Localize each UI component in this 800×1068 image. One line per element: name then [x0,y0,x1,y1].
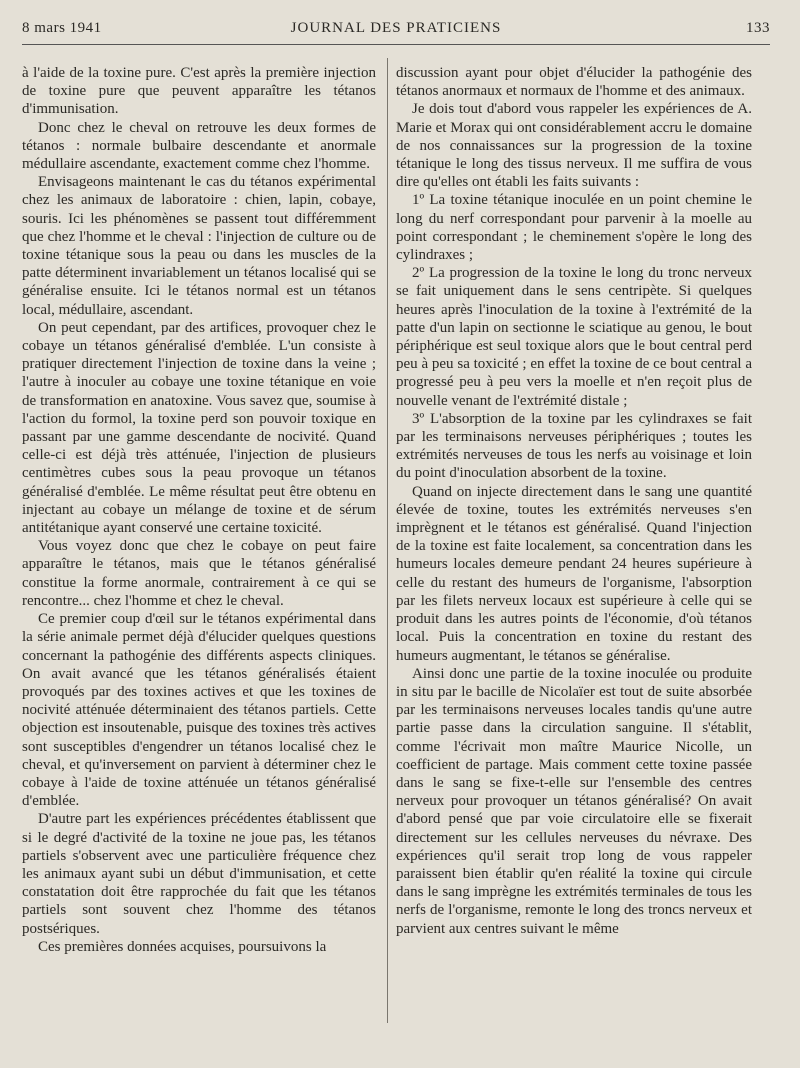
paragraph: 1º La toxine tétanique inoculée en un point chemine le long du nerf correspondant pour parvenir à la moelle au point correspondant ; le cheminement s'opère le long des cylindraxes ; [396,192,752,264]
paragraph: D'autre part les expériences précédentes établissent que si le degré d'activité de la toxine ne joue pas, les tétanos partiels s'observent avec une particulière fréquence chez les animaux ayant subi un début d'immunisation, et cette constatation doit être rapprochée du fait que les tétanos partiels sont souvent chez l'homme des tétanos postsériques. [22,811,376,937]
paragraph: Ces premières données acquises, poursuivons la [38,938,327,955]
column-divider [387,58,388,1023]
paragraph: 2º La progression de la toxine le long du tronc nerveux se fait uniquement dans le sens centripète. Si quelques heures après l'inoculation de la toxine à l'extrémité de la patte d'un lapin on sectionne le sciatique au genou, le bout périphérique est seul toxique alors que le bout central perd peu à peu sa toxicité ; en effet la toxine de ce bout central a progressé peu à peu vers la moelle et n'en reçoit plus de nouvelle venant de l'extrémité distale ; [396,265,752,409]
header-page-number: 133 [746,20,770,36]
paragraph: Donc chez le cheval on retrouve les deux formes de tétanos : normale bulbaire descendante et anormale médullaire ascendante, exactement comme chez l'homme. [22,119,376,173]
paragraph: Je dois tout d'abord vous rappeler les expériences de A. Marie et Morax qui ont considérablement accru le domaine de nos connaissances sur la progression de la toxine tétanique le long des tissus nerveux. Il me suffira de vous dire qu'elles ont établi les faits suivants : [396,101,752,191]
paragraph: Vous voyez donc que chez le cobaye on peut faire apparaître le tétanos, mais que le tétanos généralisé constitue la forme anormale, contrairement à ce qui se rencontre... chez l'homme et chez le cheval. [22,538,376,609]
left-column [22,64,376,956]
paragraph: Ainsi donc une partie de la toxine inoculée ou produite in situ par le bacille de Nicolaïer est tout de suite absorbée par les terminaisons nerveuses locales tandis qu'une autre partie passe dans la circulation sanguine. Il s'établit, comme l'écrivait mon maître Maurice Nicolle, un coefficient de partage. Mais comment cette toxine passée dans le sang se fixe-t-elle sur l'ensemble des centres nerveux pour provoquer un tétanos généralisé? On avait d'abord pensé que par voie circulatoire elle se fixerait directement sur les cellules nerveuses du névraxe. Des expériences qu'il serait trop long de vous rappeler paraissent bien établir qu'en réalité la toxine qui circule dans le sang imprègne les extrémités terminales de tous les nerfs de l'organisme, remonte le long des troncs nerveux et parvient aux centres suivant le même [396,665,752,937]
paragraph: 3º L'absorption de la toxine par les cylindraxes se fait par les terminaisons nerveuses périphériques ; toutes les extrémités nerveuses de tous les nerfs au voisinage et loin du point d'inoculation absorbent de la toxine. [396,410,752,482]
paragraph: On peut cependant, par des artifices, provoquer chez le cobaye un tétanos généralisé d'emblée. L'un consiste à pratiquer directement l'injection de toxine dans la veine ; l'autre à inoculer au cobaye une toxine tétanique en voie de transformation en anatoxine. Vous savez que, soumise à l'action du formol, la toxine perd son pouvoir toxique en passant par une gamme descendante de nocivité. Quand celle-ci est déjà très atténuée, l'injection de plusieurs centimètres cubes sous la peau provoque un tétanos généralisé d'emblée. Le même résultat peut être obtenu en injectant au cobaye un mélange de toxine et de sérum antitétanique ayant conservé une certaine toxicité. [22,319,376,537]
paragraph: Quand on injecte directement dans le sang une quantité élevée de toxine, toutes les extrémités nerveuses s'en imprègnent et le tétanos est généralisé. Quand l'injection de la toxine est faite localement, sa concentration dans les humeurs locales demeure pendant 24 heures supérieure à celle du restant des humeurs de l'organisme, l'absorption par les filets nerveux locaux est supérieure à celle qui se produit dans les autres points de l'économie, d'où tétanos local. Puis la concentration en toxine du restant des humeurs augmentant, le tétanos se généralise. [396,483,752,664]
right-column [396,64,752,938]
header-journal-title: JOURNAL DES PRATICIENS [290,20,502,36]
header-date: 8 mars 1941 [22,20,102,36]
paragraph: Ce premier coup d'œil sur le tétanos expérimental dans la série animale permet déjà d'élucider quelques questions concernant la pathogénie des différents aspects cliniques. On avait avancé que les tétanos généralisés étaient provoqués par des toxines actives et que les toxines de nocivité atténuée déterminaient des tétanos partiels. Cette objection est insoutenable, puisque des toxines très actives sont susceptibles d'engendrer un tétanos localisé chez le cheval, et qu'inversement on parvient à déterminer chez le cobaye à l'aide de toxine atténuée un tétanos généralisé d'emblée. [22,611,376,810]
paragraph: discussion ayant pour objet d'élucider la pathogénie des tétanos anormaux et normaux de l'homme et des animaux. [396,65,752,100]
paragraph: Envisageons maintenant le cas du tétanos expérimental chez les animaux de laboratoire : chien, lapin, cobaye, souris. Ici les phénomènes se passent tout différemment que chez l'homme et le cheval : l'injection de culture ou de toxine tétanique sous la peau ou dans les muscles de la patte déterminent invariablement un tétanos localisé qui se généralise ensuite. Ici le tétanos normal est un tétanos local, médullaire, ascendant. [22,174,376,318]
page-header [22,18,770,45]
paragraph: à l'aide de la toxine pure. C'est après la première injection de toxine pure que peuvent apparaître les tétanos d'immunisation. [22,65,376,118]
